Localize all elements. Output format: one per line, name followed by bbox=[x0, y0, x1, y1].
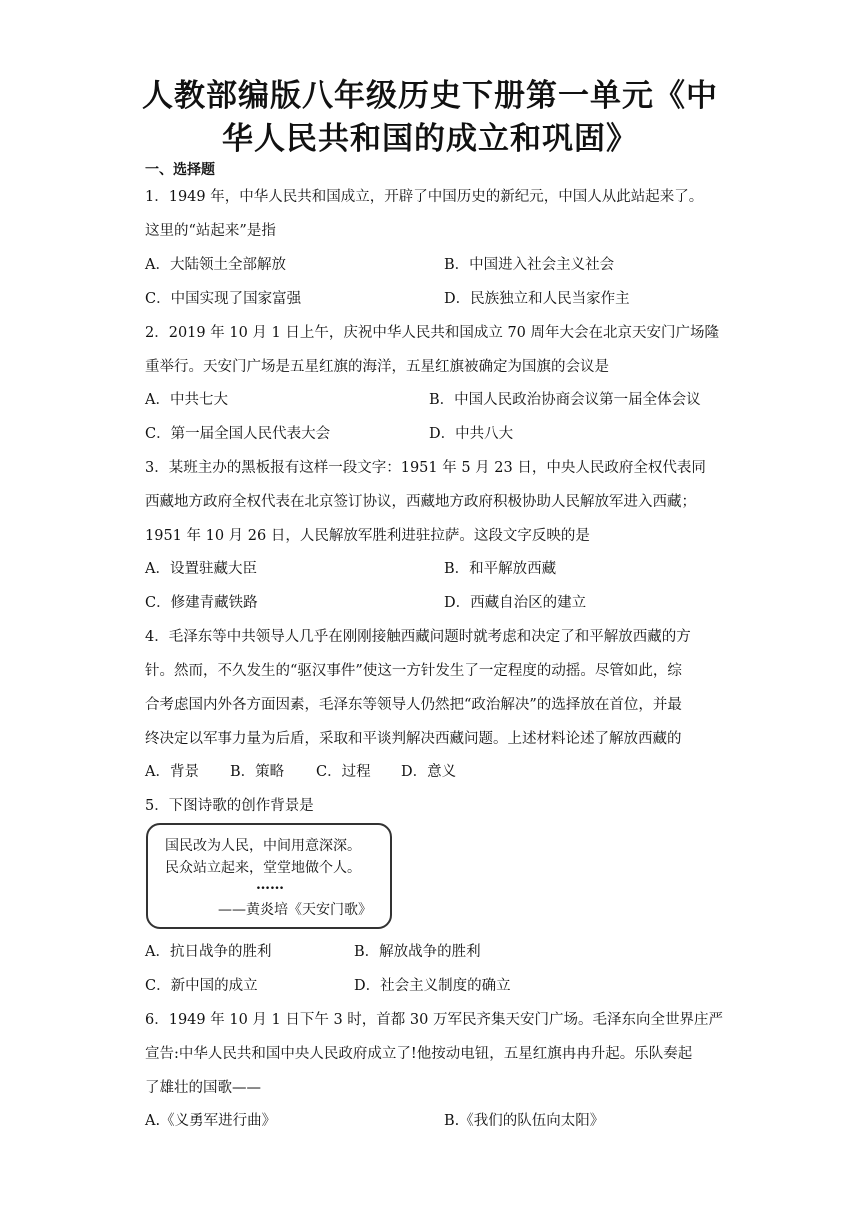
q4-option-a: A．背景 bbox=[145, 764, 199, 780]
section-heading: 一、选择题 bbox=[145, 162, 215, 178]
poem-line-1: 国民改为人民，中间用意深深。 bbox=[165, 838, 361, 854]
poem-ellipsis: …… bbox=[256, 877, 284, 893]
q5-option-c: C．新中国的成立 bbox=[145, 978, 258, 994]
q5-option-d: D．社会主义制度的确立 bbox=[354, 978, 511, 994]
q6-option-a: A.《义勇军进行曲》 bbox=[145, 1113, 277, 1129]
q5-option-b: B．解放战争的胜利 bbox=[354, 944, 481, 960]
q4-option-b: B．策略 bbox=[230, 764, 285, 780]
q4-option-c: C．过程 bbox=[316, 764, 371, 780]
poem-attribution: ——黄炎培《天安门歌》 bbox=[218, 902, 372, 918]
q2-option-c: C．第一届全国人民代表大会 bbox=[145, 426, 331, 442]
question-4-line-1: 4．毛泽东等中共领导人几乎在刚刚接触西藏问题时就考虑和决定了和平解放西藏的方 bbox=[145, 629, 691, 645]
q3-option-c: C．修建青藏铁路 bbox=[145, 595, 258, 611]
question-6-line-3: 了雄壮的国歌—— bbox=[145, 1080, 261, 1096]
title-line-1: 人教部编版八年级历史下册第一单元《中 bbox=[142, 78, 718, 114]
question-1-line-2: 这里的“站起来”是指 bbox=[145, 223, 276, 239]
question-4-line-4: 终决定以军事力量为后盾，采取和平谈判解决西藏问题。上述材料论述了解放西藏的 bbox=[145, 731, 682, 747]
question-3-line-1: 3．某班主办的黑板报有这样一段文字：1951 年 5 月 23 日，中央人民政府全权代表同 bbox=[145, 460, 706, 476]
question-4-line-3: 合考虑国内外各方面因素，毛泽东等领导人仍然把“政治解决”的选择放在首位，并最 bbox=[145, 697, 682, 713]
question-4-line-2: 针。然而，不久发生的“驱汉事件”使这一方针发生了一定程度的动摇。尽管如此，综 bbox=[145, 663, 682, 679]
q3-option-a: A．设置驻藏大臣 bbox=[145, 561, 257, 577]
q3-option-d: D．西藏自治区的建立 bbox=[444, 595, 587, 611]
q1-option-a: A．大陆领土全部解放 bbox=[145, 257, 286, 273]
q3-option-b: B．和平解放西藏 bbox=[444, 561, 557, 577]
question-6-line-2: 宣告:中华人民共和国中央人民政府成立了!他按动电钮，五星红旗冉冉升起。乐队奏起 bbox=[145, 1046, 693, 1062]
question-6-line-1: 6．1949 年 10 月 1 日下午 3 时，首都 30 万军民齐集天安门广场。毛泽东向全世界庄严 bbox=[145, 1012, 723, 1028]
q2-option-d: D．中共八大 bbox=[429, 426, 514, 442]
poem-line-2: 民众站立起来，堂堂地做个人。 bbox=[165, 860, 361, 876]
q4-option-d: D．意义 bbox=[401, 764, 457, 780]
question-2-line-2: 重举行。天安门广场是五星红旗的海洋，五星红旗被确定为国旗的会议是 bbox=[145, 359, 609, 375]
poem-box bbox=[146, 823, 392, 929]
question-3-line-2: 西藏地方政府全权代表在北京签订协议，西藏地方政府积极协助人民解放军进入西藏； bbox=[145, 494, 696, 510]
question-1-line-1: 1．1949 年，中华人民共和国成立，开辟了中国历史的新纪元，中国人从此站起来了。 bbox=[145, 189, 704, 205]
question-2-line-1: 2．2019 年 10 月 1 日上午，庆祝中华人民共和国成立 70 周年大会在北京天安门广场隆 bbox=[145, 325, 720, 341]
q6-option-b: B.《我们的队伍向太阳》 bbox=[444, 1113, 605, 1129]
question-5-line-1: 5．下图诗歌的创作背景是 bbox=[145, 798, 314, 814]
q1-option-d: D．民族独立和人民当家作主 bbox=[444, 291, 630, 307]
title-line-2: 华人民共和国的成立和巩固》 bbox=[222, 121, 638, 157]
q2-option-a: A．中共七大 bbox=[145, 392, 228, 408]
q5-option-a: A．抗日战争的胜利 bbox=[145, 944, 272, 960]
q1-option-b: B．中国进入社会主义社会 bbox=[444, 257, 615, 273]
question-3-line-3: 1951 年 10 月 26 日，人民解放军胜利进驻拉萨。这段文字反映的是 bbox=[145, 528, 590, 544]
q1-option-c: C．中国实现了国家富强 bbox=[145, 291, 302, 307]
q2-option-b: B．中国人民政治协商会议第一届全体会议 bbox=[429, 392, 701, 408]
